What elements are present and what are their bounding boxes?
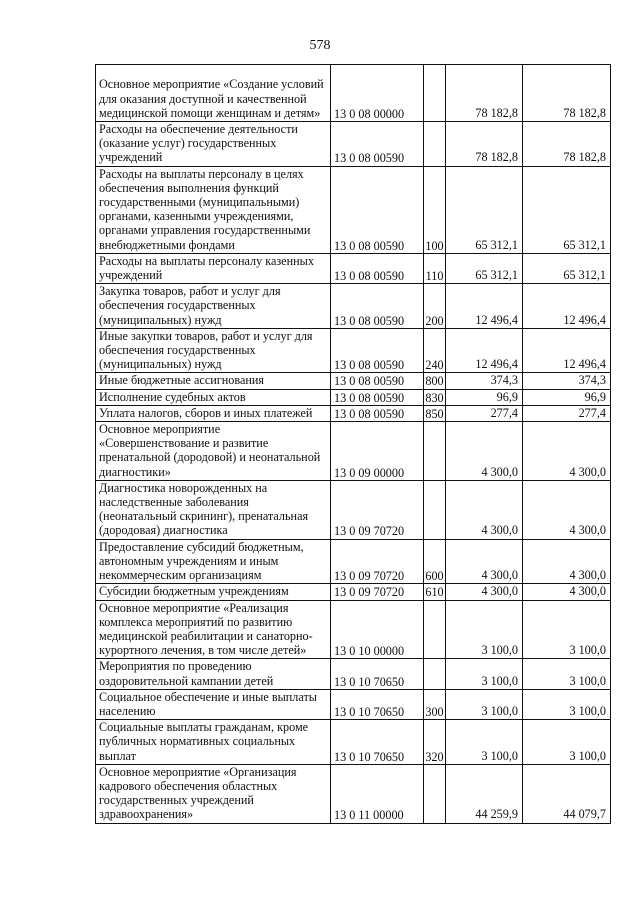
row-code-cell: 13 0 08 00590 xyxy=(331,389,424,405)
row-value-1-cell: 4 300,0 xyxy=(446,480,523,539)
row-kvr-cell xyxy=(424,65,446,122)
row-value-1-cell: 12 496,4 xyxy=(446,328,523,373)
row-value-1-cell: 3 100,0 xyxy=(446,659,523,689)
row-value-1-cell: 3 100,0 xyxy=(446,600,523,659)
page-number: 578 xyxy=(309,38,331,53)
table-row xyxy=(96,422,611,481)
row-value-2-cell: 4 300,0 xyxy=(523,422,611,481)
row-name-cell: Расходы на обеспечение деятельности (оказание услуг) государственных учреждений xyxy=(96,122,331,167)
row-code-cell: 13 0 08 00590 xyxy=(331,253,424,283)
row-code-cell: 13 0 08 00590 xyxy=(331,122,424,167)
row-kvr-cell xyxy=(424,659,446,689)
row-code-cell: 13 0 08 00000 xyxy=(331,65,424,122)
row-name-cell: Социальное обеспечение и иные выплаты населению xyxy=(96,689,331,719)
table-row xyxy=(96,600,611,659)
row-name-cell: Исполнение судебных актов xyxy=(96,389,331,405)
row-value-1-cell: 12 496,4 xyxy=(446,284,523,329)
table-row xyxy=(96,166,611,253)
row-value-1-cell: 4 300,0 xyxy=(446,584,523,600)
row-name-cell: Диагностика новорожденных на наследственные заболевания (неонатальный скрининг), пренатальная (дородовая) диагностика xyxy=(96,480,331,539)
table-row xyxy=(96,720,611,765)
row-value-2-cell: 4 300,0 xyxy=(523,480,611,539)
row-value-1-cell: 3 100,0 xyxy=(446,689,523,719)
row-name-cell: Основное мероприятие «Совершенствование и развитие пренатальной (дородовой) и неонатальной диагностики» xyxy=(96,422,331,481)
table-row xyxy=(96,539,611,584)
row-name-cell: Предоставление субсидий бюджетным, автономным учреждениям и иным некоммерческим организациям xyxy=(96,539,331,584)
row-kvr-cell: 300 xyxy=(424,689,446,719)
table-row xyxy=(96,328,611,373)
row-value-1-cell: 78 182,8 xyxy=(446,65,523,122)
row-name-cell: Социальные выплаты гражданам, кроме публичных нормативных социальных выплат xyxy=(96,720,331,765)
row-value-2-cell: 3 100,0 xyxy=(523,659,611,689)
row-value-1-cell: 277,4 xyxy=(446,405,523,421)
row-code-cell: 13 0 08 00590 xyxy=(331,166,424,253)
row-value-2-cell: 44 079,7 xyxy=(523,764,611,823)
row-value-1-cell: 65 312,1 xyxy=(446,166,523,253)
row-code-cell: 13 0 10 70650 xyxy=(331,689,424,719)
row-value-2-cell: 3 100,0 xyxy=(523,689,611,719)
budget-table-body xyxy=(96,65,611,824)
row-value-1-cell: 4 300,0 xyxy=(446,422,523,481)
row-kvr-cell xyxy=(424,480,446,539)
row-kvr-cell: 830 xyxy=(425,390,444,405)
row-value-1-cell: 78 182,8 xyxy=(446,122,523,167)
row-value-1-cell: 65 312,1 xyxy=(446,253,523,283)
row-name-cell: Мероприятия по проведению оздоровительной кампании детей xyxy=(96,659,331,689)
row-kvr-cell: 800 xyxy=(425,374,444,389)
row-value-2-cell: 78 182,8 xyxy=(523,65,611,122)
row-code-cell: 13 0 09 70720 xyxy=(331,480,424,539)
table-row xyxy=(96,65,611,122)
row-code-cell: 13 0 08 00590 xyxy=(331,284,424,329)
row-name-cell: Субсидии бюджетным учреждениям xyxy=(96,584,331,600)
row-kvr-cell: 110 xyxy=(424,253,446,283)
table-row xyxy=(96,584,611,600)
row-kvr-cell: 600 xyxy=(424,539,446,584)
row-value-2-cell: 65 312,1 xyxy=(523,253,611,283)
row-value-1-cell: 44 259,9 xyxy=(446,764,523,823)
row-kvr-cell: 200 xyxy=(424,284,446,329)
row-value-2-cell: 277,4 xyxy=(523,405,611,421)
row-value-2-cell: 4 300,0 xyxy=(523,584,611,600)
row-value-1-cell: 4 300,0 xyxy=(446,539,523,584)
row-value-2-cell: 78 182,8 xyxy=(523,122,611,167)
row-kvr-cell xyxy=(424,122,446,167)
table-row xyxy=(96,659,611,689)
row-kvr-cell: 850 xyxy=(425,406,444,421)
row-name-cell: Расходы на выплаты персоналу в целях обеспечения выполнения функций государственными (муниципальными) органами, казенными учреждениями, органами управления государственными внебюджетными фондами xyxy=(96,166,331,253)
row-kvr-cell xyxy=(424,600,446,659)
row-code-cell: 13 0 08 00590 xyxy=(331,405,424,421)
table-row xyxy=(96,689,611,719)
row-name-cell: Уплата налогов, сборов и иных платежей xyxy=(96,405,331,421)
row-value-2-cell: 4 300,0 xyxy=(523,539,611,584)
row-kvr-cell: 100 xyxy=(424,166,446,253)
row-kvr-cell: 610 xyxy=(425,585,444,600)
row-code-cell: 13 0 10 70650 xyxy=(331,720,424,765)
row-kvr-cell xyxy=(424,764,446,823)
row-name-cell: Расходы на выплаты персоналу казенных учреждений xyxy=(96,253,331,283)
row-code-cell: 13 0 10 00000 xyxy=(331,600,424,659)
row-value-2-cell: 12 496,4 xyxy=(523,328,611,373)
row-code-cell: 13 0 08 00590 xyxy=(331,328,424,373)
row-kvr-cell: 320 xyxy=(424,720,446,765)
row-value-2-cell: 374,3 xyxy=(523,373,611,389)
table-row xyxy=(96,764,611,823)
row-value-2-cell: 65 312,1 xyxy=(523,166,611,253)
row-code-cell: 13 0 11 00000 xyxy=(331,764,424,823)
budget-table xyxy=(95,64,611,824)
row-value-2-cell: 12 496,4 xyxy=(523,284,611,329)
table-row xyxy=(96,373,611,389)
table-row xyxy=(96,389,611,405)
row-code-cell: 13 0 09 70720 xyxy=(331,539,424,584)
row-code-cell: 13 0 09 00000 xyxy=(331,422,424,481)
row-value-1-cell: 374,3 xyxy=(446,373,523,389)
row-name-cell: Закупка товаров, работ и услуг для обеспечения государственных (муниципальных) нужд xyxy=(96,284,331,329)
row-name-cell: Иные бюджетные ассигнования xyxy=(96,373,331,389)
row-value-1-cell: 96,9 xyxy=(446,389,523,405)
row-kvr-cell xyxy=(424,422,446,481)
table-row xyxy=(96,405,611,421)
row-value-1-cell: 3 100,0 xyxy=(446,720,523,765)
table-row xyxy=(96,253,611,283)
table-row xyxy=(96,284,611,329)
row-kvr-cell: 240 xyxy=(424,328,446,373)
row-value-2-cell: 96,9 xyxy=(523,389,611,405)
row-name-cell: Основное мероприятие «Создание условий для оказания доступной и качественной медицинской помощи женщинам и детям» xyxy=(96,65,331,122)
row-name-cell: Основное мероприятие «Реализация комплекса мероприятий по развитию медицинской реабилитации и санаторно-курортного лечения, в том числе детей» xyxy=(96,600,331,659)
row-name-cell: Основное мероприятие «Организация кадрового обеспечения областных государственных учреждений здравоохранения» xyxy=(96,764,331,823)
row-code-cell: 13 0 09 70720 xyxy=(331,584,424,600)
row-value-2-cell: 3 100,0 xyxy=(523,600,611,659)
row-name-cell: Иные закупки товаров, работ и услуг для обеспечения государственных (муниципальных) нужд xyxy=(96,328,331,373)
table-row xyxy=(96,480,611,539)
row-code-cell: 13 0 10 70650 xyxy=(331,659,424,689)
table-row xyxy=(96,122,611,167)
row-code-cell: 13 0 08 00590 xyxy=(331,373,424,389)
row-value-2-cell: 3 100,0 xyxy=(523,720,611,765)
